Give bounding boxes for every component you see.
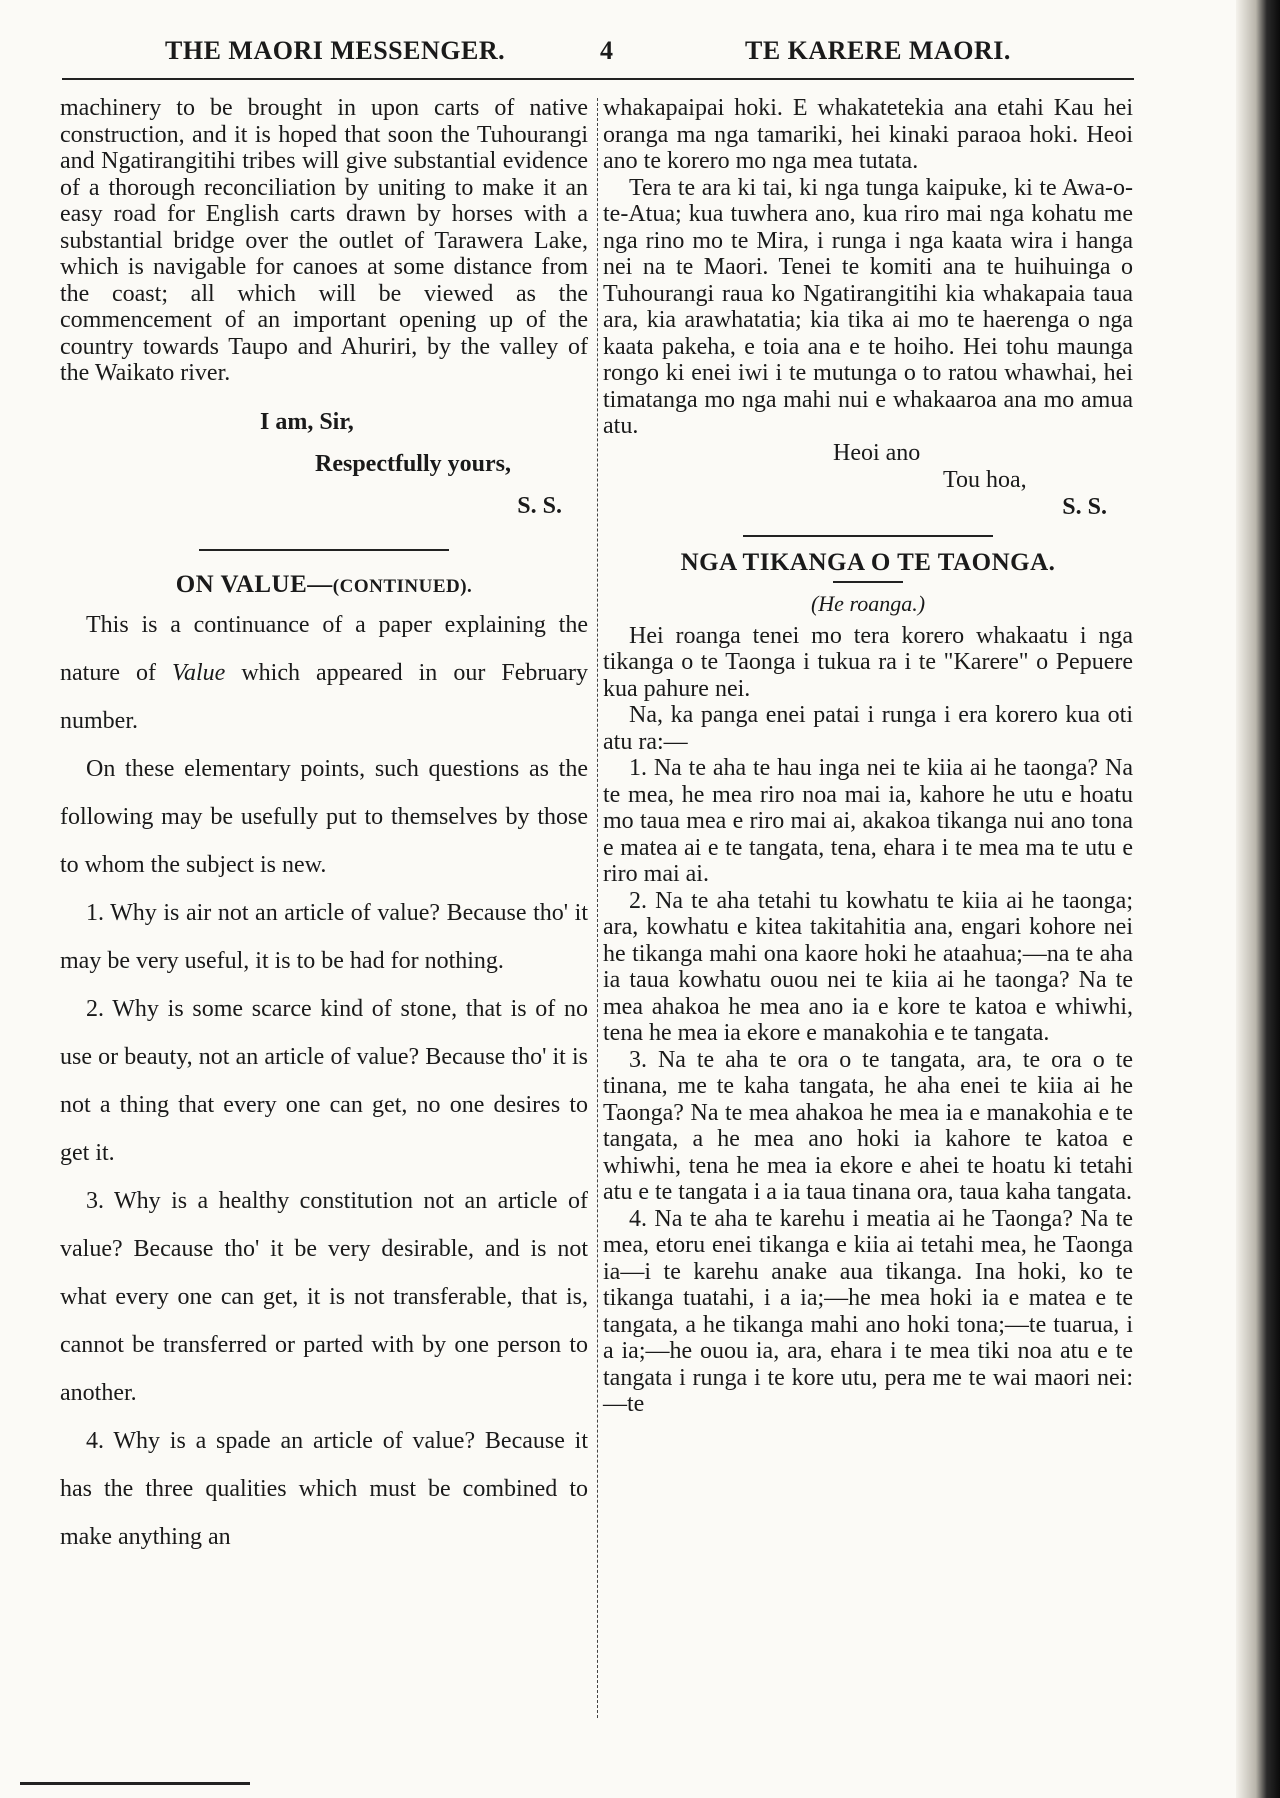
question-1: 1. Na te aha te hau inga nei te kiia ai he taonga? Na te mea, he mea riro noa mai ia, kahore he utu e hoatu mo taua mea e riro mai ai, akakoa tikanga nui ano tona e matea ai e te tangata, tena, ehara i te mea ma te utu e riro mai ai. — [603, 755, 1133, 887]
intro-start: This is a continuance of a paper explaining the nature of — [60, 611, 588, 686]
letter-closing-paragraph: machinery to be brought in upon carts of native construction, and it is hoped that soon the Tuhourangi and Ngatirangitihi tribes will give substantial evidence of a thorough reconciliation by uniting to make it an easy road for English carts drawn by horses with a substantial bridge over the outlet of Tarawera Lake, which is navigable for canoes at some distance from the coast; all which will be viewed as the commencement of an important opening up of the country towards Taupo and Ahuriri, by the valley of the Waikato river. — [60, 95, 588, 386]
question-1: 1. Why is air not an article of value? Because tho' it may be very useful, it is to be had for nothing. — [60, 899, 588, 974]
header-maori-title: TE KARERE MAORI. — [745, 36, 1011, 65]
section-separator — [199, 549, 449, 551]
letter-signature: S. S. — [1062, 493, 1107, 520]
maori-column — [603, 95, 1133, 1418]
header-rule — [62, 78, 1134, 80]
letter-closing-heoi: Heoi ano — [833, 439, 921, 466]
article-title — [60, 571, 588, 599]
article-title-continued: (CONTINUED). — [332, 575, 473, 597]
bottom-rule — [20, 1782, 250, 1785]
question-3: 3. Why is a healthy constitution not an article of value? Because tho' it be very desirable, and is not what every one can get, it is not transferable, that is, cannot be transferred or parted with by one person to another. — [60, 1187, 588, 1406]
article-paragraph: On these elementary points, such questions as the following may be usefully put to themselves by those to whom the subject is new. — [60, 755, 588, 878]
letter-paragraph-2: Tera te ara ki tai, ki nga tunga kaipuke, ki te Awa-o-te-Atua; kua tuwhera ano, kua riro mai nga kohatu me nga rino mo te Mira, i runga i nga kaata wira i hanga nei na te Maori. Tenei te komiti ana te huihuinga o Tuhourangi raua ko Ngatirangitihi kia whakapaia taua ara, kia arawhatatia; kia tika ai mo te haerenga o nga kaata pakeha, e toia ana e te hoiho. Hei tohu maunga rongo ki enei iwi i te mutunga o to ratou whawhai, hei timatanga mo nga mahi nui e whakaaroa ana mo amua atu. — [603, 174, 1133, 439]
letter-paragraph-1: whakapaipai hoki. E whakatetekia ana etahi Kau hei oranga ma nga tamariki, hei kinaki paraoa hoki. Heoi ano te korero mo nga mea tutata. — [603, 95, 1133, 174]
intro-end: which appeared in our February number. — [60, 659, 588, 734]
article-intro: Hei roanga tenei mo tera korero whakaatu i nga tikanga o te Taonga i tukua ra i te "Karere" o Pepuere kua pahure nei. — [603, 622, 1133, 702]
article-paragraph: Na, ka panga enei patai i runga i era korero kua oti atu ra:— — [603, 702, 1133, 755]
english-column — [60, 95, 588, 1561]
letter-respect: Respectfully yours, — [315, 450, 511, 477]
letter-closing-hoa: Tou hoa, — [943, 466, 1027, 493]
page-number: 4 — [600, 36, 614, 65]
intro-italic-term: Value — [172, 659, 226, 686]
header-english-title: THE MAORI MESSENGER. — [165, 36, 506, 65]
letter-signature: S. S. — [517, 492, 562, 519]
title-underline — [833, 581, 903, 583]
letter-salutation: I am, Sir, — [260, 408, 354, 435]
article-title-main: ON VALUE— — [175, 570, 333, 598]
article-title: NGA TIKANGA O TE TAONGA. — [680, 548, 1056, 576]
question-4: 4. Na te aha te karehu i meatia ai he Taonga? Na te mea, etoru enei tikanga e kiia ai tetahi mea, he Taonga ia—i te karehu anake aua tikanga. Ina hoki, ko te tikanga tuatahi, i a ia;—he mea hoki ia e matea e te tangata, a he tikanga mahi ano hoki tona;—te tuarua, i a ia;—he ouou ia, ara, ehara i te mea tiki noa atu e te tangata i runga i te kore utu, pera me te wai maori nei:—te — [603, 1205, 1133, 1417]
article-subtitle: (He roanga.) — [810, 590, 926, 616]
page-header — [0, 36, 1280, 72]
section-separator — [743, 535, 993, 537]
page-edge-shadow — [1236, 0, 1280, 1798]
question-3: 3. Na te aha te ora o te tangata, ara, te ora o te tinana, me te kaha tangata, he aha enei te kiia ai he Taonga? Na te mea ahakoa he mea ia e manakohia e te tangata, a he mea ano hoki ia kahore te katoa e whiwhi, tena he mea ia ekore e ahei te hoatu ki tetahi atu e te tangata i a ia taua tinana ora, taua kaha tangata. — [603, 1046, 1133, 1205]
article-intro — [60, 601, 588, 745]
question-2: 2. Na te aha tetahi tu kowhatu te kiia ai he taonga; ara, kowhatu e kitea takitahitia ana, engari kohore nei he tikanga mahi ona kaore hoki he ataahua;—na te aha ia taua kowhatu ouou nei te kiia ai he taonga? Na te mea ahakoa he mea ano ia e kore te katoa e whiwhi, tena he mea ia ekore e manakohia e te tangata. — [603, 887, 1133, 1046]
question-4: 4. Why is a spade an article of value? Because it has the three qualities which must be combined to make anything an — [60, 1427, 588, 1550]
column-divider — [597, 98, 598, 1718]
question-2: 2. Why is some scarce kind of stone, that is of no use or beauty, not an article of value? Because tho' it is not a thing that every one can get, no one desires to get it. — [60, 995, 588, 1166]
